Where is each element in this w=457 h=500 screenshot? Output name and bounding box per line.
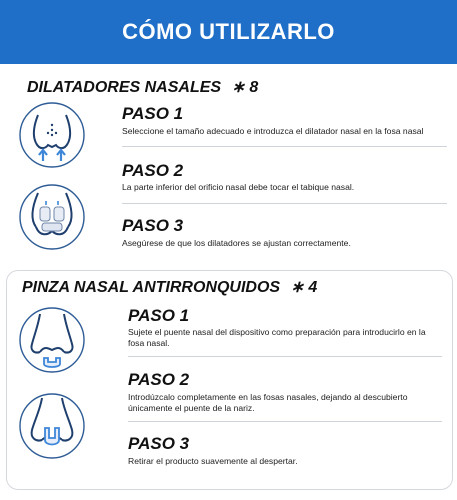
divider bbox=[122, 146, 447, 147]
s1-step1-title: PASO 1 bbox=[122, 104, 184, 123]
section-pinza-count: ∗ 4 bbox=[290, 279, 318, 296]
section-pinza-name: PINZA NASAL ANTIRRONQUIDOS bbox=[22, 279, 281, 296]
page-title: CÓMO UTILIZARLO bbox=[122, 19, 335, 44]
nose-dilator-arrows-icon bbox=[18, 101, 86, 169]
s1-step3-desc: Asegúrese de que los dilatadores se ajustan correctamente. bbox=[122, 238, 351, 248]
nose-dilator-inserted-icon bbox=[18, 183, 86, 251]
nose-profile-icon bbox=[18, 306, 86, 374]
header-banner bbox=[0, 0, 457, 64]
s1-step2-desc: La parte inferior del orificio nasal debe tocar el tabique nasal. bbox=[122, 182, 355, 192]
divider bbox=[128, 421, 442, 422]
s1-step2-title: PASO 2 bbox=[122, 161, 184, 180]
s2-step3-title: PASO 3 bbox=[128, 434, 190, 453]
section-dilatadores-title bbox=[27, 77, 258, 97]
section-dilatadores-name: DILATADORES NASALES bbox=[27, 79, 222, 96]
section-dilatadores-count: ∗ 8 bbox=[231, 79, 259, 96]
s2-step3-desc: Retirar el producto suavemente al despertar. bbox=[128, 456, 298, 466]
divider bbox=[128, 356, 442, 357]
s2-step1-desc: Sujete el puente nasal del dispositivo como preparación para introducirlo en la fosa nasal. bbox=[128, 327, 426, 348]
divider bbox=[122, 203, 447, 204]
s2-step2-desc: Introdúzcalo completamente en las fosas nasales, dejando al descubierto únicamente el puente de la nariz. bbox=[128, 392, 408, 413]
s1-step3-title: PASO 3 bbox=[122, 216, 184, 235]
s2-step1-title: PASO 1 bbox=[128, 306, 190, 325]
nose-clip-inserted-icon bbox=[18, 392, 86, 460]
section-pinza-title bbox=[22, 277, 317, 297]
s1-step1-desc: Seleccione el tamaño adecuado e introduzca el dilatador nasal en la fosa nasal bbox=[122, 126, 424, 136]
s2-step2-title: PASO 2 bbox=[128, 370, 190, 389]
